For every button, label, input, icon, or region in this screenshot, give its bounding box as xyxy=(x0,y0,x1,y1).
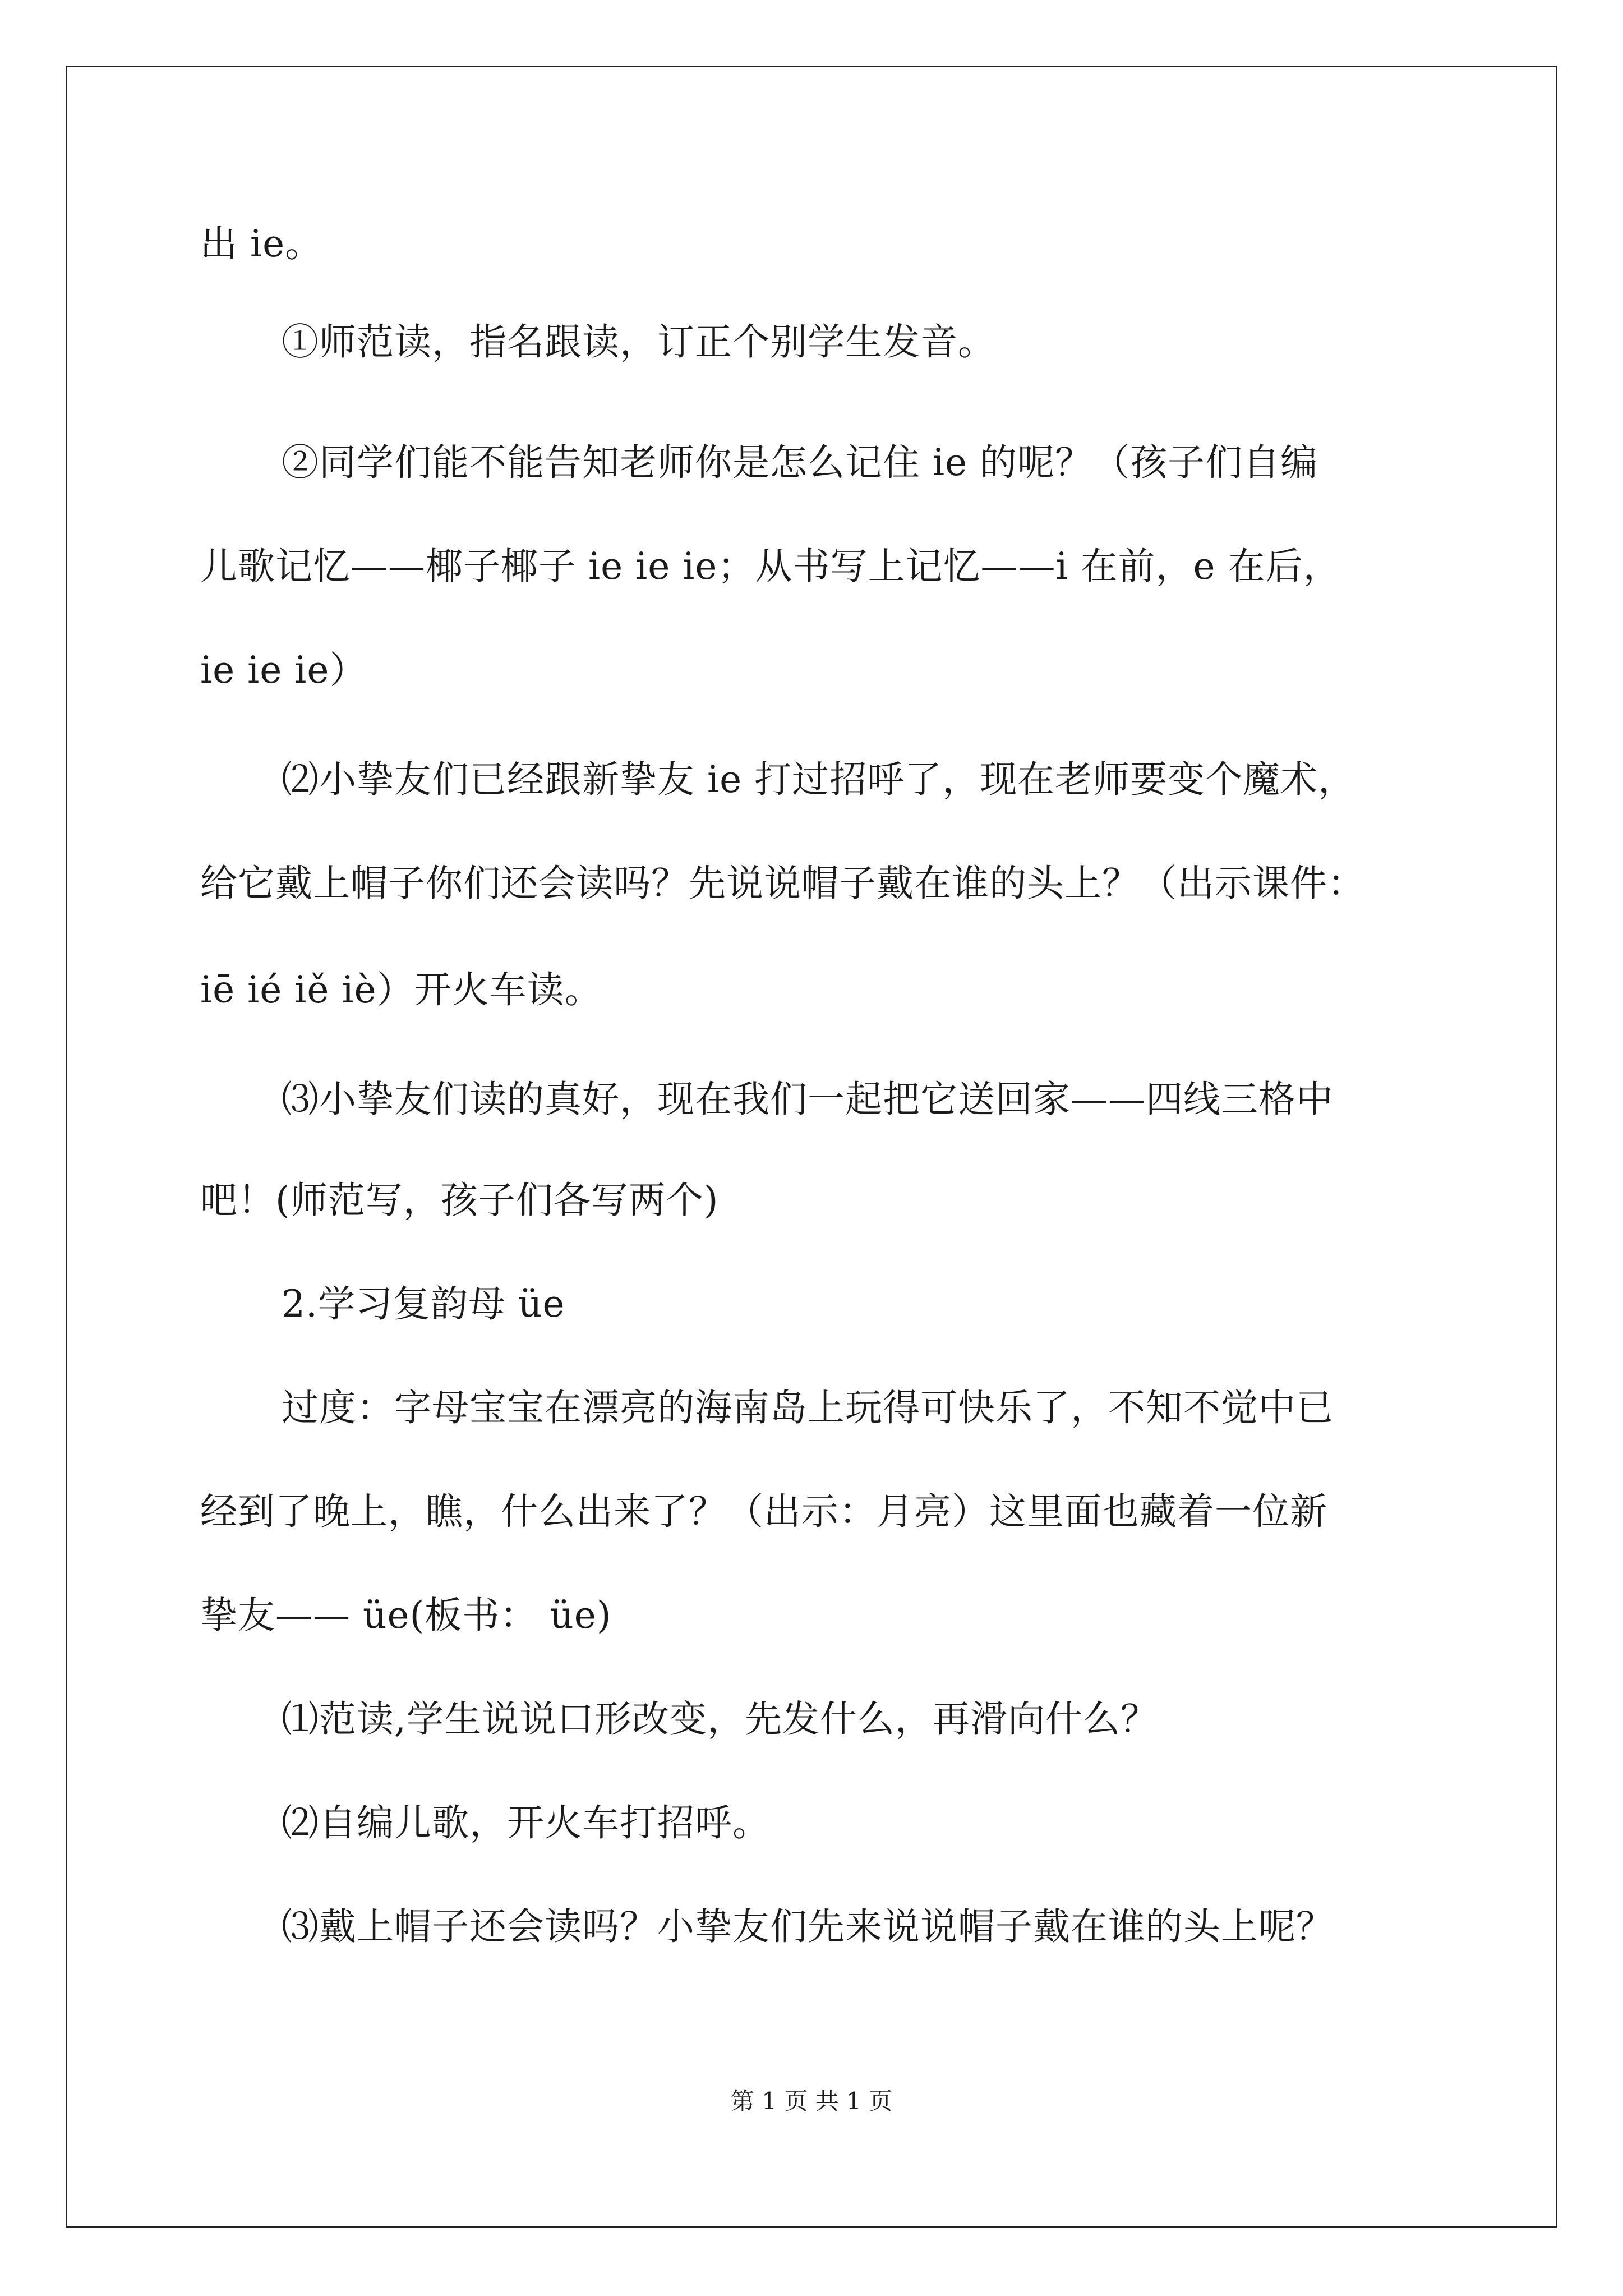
text-line: ⑵小挚友们已经跟新挚友 ie 打过招呼了，现在老师要变个魔术， xyxy=(282,758,1356,801)
text-line: ⑶小挚友们读的真好，现在我们一起把它送回家——四线三格中 xyxy=(282,1078,1334,1121)
text-line: ⑵自编儿歌，开火车打招呼。 xyxy=(282,1801,770,1844)
text-line: 儿歌记忆——椰子椰子 ie ie ie；从书写上记忆——i 在前，e 在后， xyxy=(200,545,1341,588)
text-line: 吧！(师范写，孩子们各写两个) xyxy=(200,1179,719,1222)
text-line: 过度：字母宝宝在漂亮的海南岛上玩得可快乐了，不知不觉中已 xyxy=(282,1386,1334,1429)
text-line: 挚友—— üe(板书： üe) xyxy=(200,1594,612,1637)
page-border xyxy=(66,66,1557,2228)
text-line: 出 ie。 xyxy=(200,222,323,265)
text-line: ①师范读，指名跟读，订正个别学生发音。 xyxy=(282,320,995,364)
text-line: 给它戴上帽子你们还会读吗？先说说帽子戴在谁的头上？（出示课件： xyxy=(200,862,1365,905)
text-line: ②同学们能不能告知老师你是怎么记住 ie 的呢？（孩子们自编 xyxy=(282,441,1318,484)
text-line: iē ié iě iè）开火车读。 xyxy=(200,968,602,1011)
text-line: ⑴范读,学生说说口形改变，先发什么，再滑向什么？ xyxy=(282,1697,1158,1741)
text-line: ⑶戴上帽子还会读吗？小挚友们先来说说帽子戴在谁的头上呢？ xyxy=(282,1905,1334,1948)
page-number-footer: 第 1 页 共 1 页 xyxy=(730,2087,893,2115)
text-line: ie ie ie） xyxy=(200,648,367,692)
text-line: 经到了晚上，瞧，什么出来了？（出示：月亮）这里面也藏着一位新 xyxy=(200,1490,1327,1533)
text-line: 2.学习复韵母 üe xyxy=(282,1282,565,1326)
